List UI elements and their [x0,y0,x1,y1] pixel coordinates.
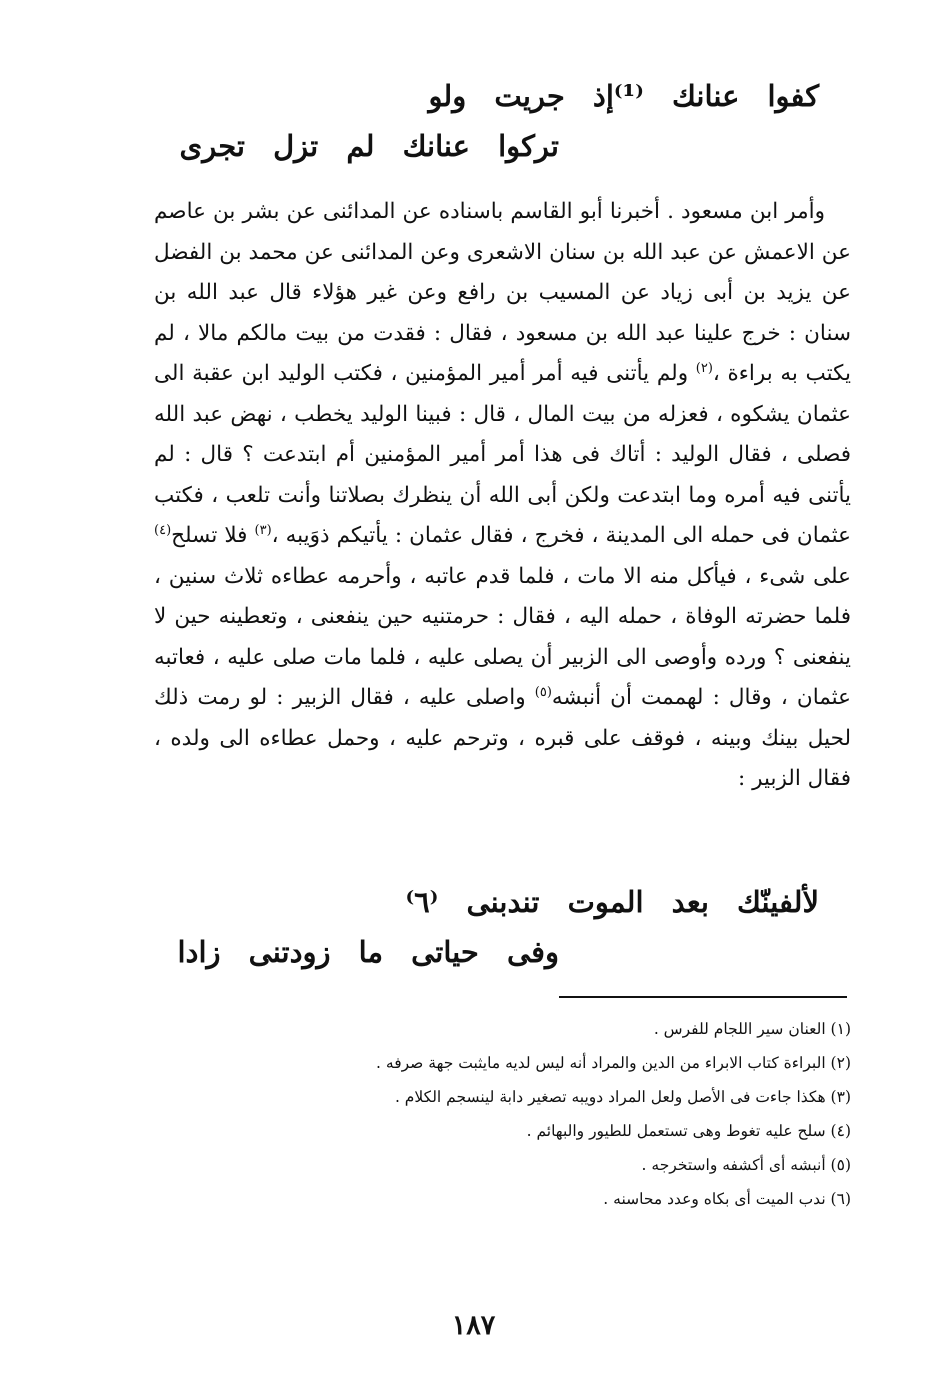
verse1-line1: كفوا عنانك ⁽¹⁾إذ جريت ولو [428,79,819,113]
paragraph-part-2: ولم يأتنى فيه أمر أمير المؤمنين ، فكتب الوليد ابن عقبة الى عثمان يشكوه ، فعزله من بيت المال ، قال : فبينا الوليد يخطب ، نهض عبد الله فصلى ، فقال الوليد : أتاك فى هذا أمر أمير المؤمنين أم ابتدعت ؟ قال : لم يأتنى فيه أمره وما ابتدعت ولكن أبى الله أن ينظرك بصلاتنا وأنت تلعب ، فكتب عثمان فى حمله الى المدينة ، فخرج ، فقال عثمان : يأتيكم ذوَيبه ، [154,361,851,548]
footnotes-list [154,1012,851,1216]
paragraph-text [154,192,851,800]
footnote-ref-3: (٣) [254,522,272,538]
footnote-6: (٦) ندب الميت أى بكاه وعدد محاسنه . [603,1190,851,1208]
footnote-2: (٢) البراءة كتاب الابراء من الدين والمراد أنه ليس لديه مايثبت جهة صرفه . [376,1054,851,1072]
paragraph-part-1: وأمر ابن مسعود . أخبرنا أبو القاسم باسناده عن المدائنى عن بشر بن عاصم عن الاعمش عن عبد الله بن سنان الاشعرى وعن المدائنى عن محمد بن الفضل عن يزيد بن أبى زياد عن المسيب بن رافع وعن غير هؤلاء قال عبد الله بن سنان : خرج علينا عبد الله بن مسعود ، فقال : فقدت من بيت مالكم مالا ، لم يكتب به براءة ، [154,199,852,386]
footnote-divider [559,996,847,998]
footnote-4: (٤) سلح عليه تغوط وهى تستعمل للطيور والبهائم . [526,1122,851,1140]
paragraph-part-5: واصلى عليه ، فقال الزبير : لو رمت ذلك لحيل بينك وبينه ، فوقف على قبره ، وترحم عليه ، وحمل عطاءه الى ولده ، فقال الزبير : [154,685,851,791]
page-number: ١٨٧ [451,1310,496,1341]
footnote-1: (١) العنان سير اللجام للفرس . [653,1020,851,1038]
footnote-3: (٣) هكذا جاءت فى الأصل ولعل المراد دويبه تصغير دابة لينسجم الكلام . [394,1088,851,1106]
verse2-line2: وفى حياتى ما زودتنى زادا [177,935,559,969]
verse2-line1: لألفينّك بعد الموت تندبنى ⁽٦⁾ [405,885,819,919]
footnote-ref-2: (٢) [695,360,713,376]
body-paragraph [154,192,851,800]
paragraph-part-3: فلا تسلح [171,523,255,548]
footnote-ref-5: (٥) [534,684,552,700]
footnote-ref-4: (٤) [154,522,172,538]
footnote-5: (٥) أنبشه أى أكشفه واستخرجه . [641,1156,851,1174]
verse1-line2: تركوا عنانك لم تزل تجرى [179,129,559,163]
paragraph-part-4: على شىء ، فيأكل منه الا مات ، فلما قدم عاتبه ، وأحرمه عطاءه ثلاث سنين ، فلما حضرته الوفاة ، حمله اليه ، فقال : حرمتنيه حين ينفعنى ، وتعطينه حين لا ينفعنى ؟ ورده وأوصى الى الزبير أن يصلى عليه ، فلما مات صلى عليه ، فعاتبه عثمان ، وقال : لهممت أن أنبشه [154,563,851,710]
